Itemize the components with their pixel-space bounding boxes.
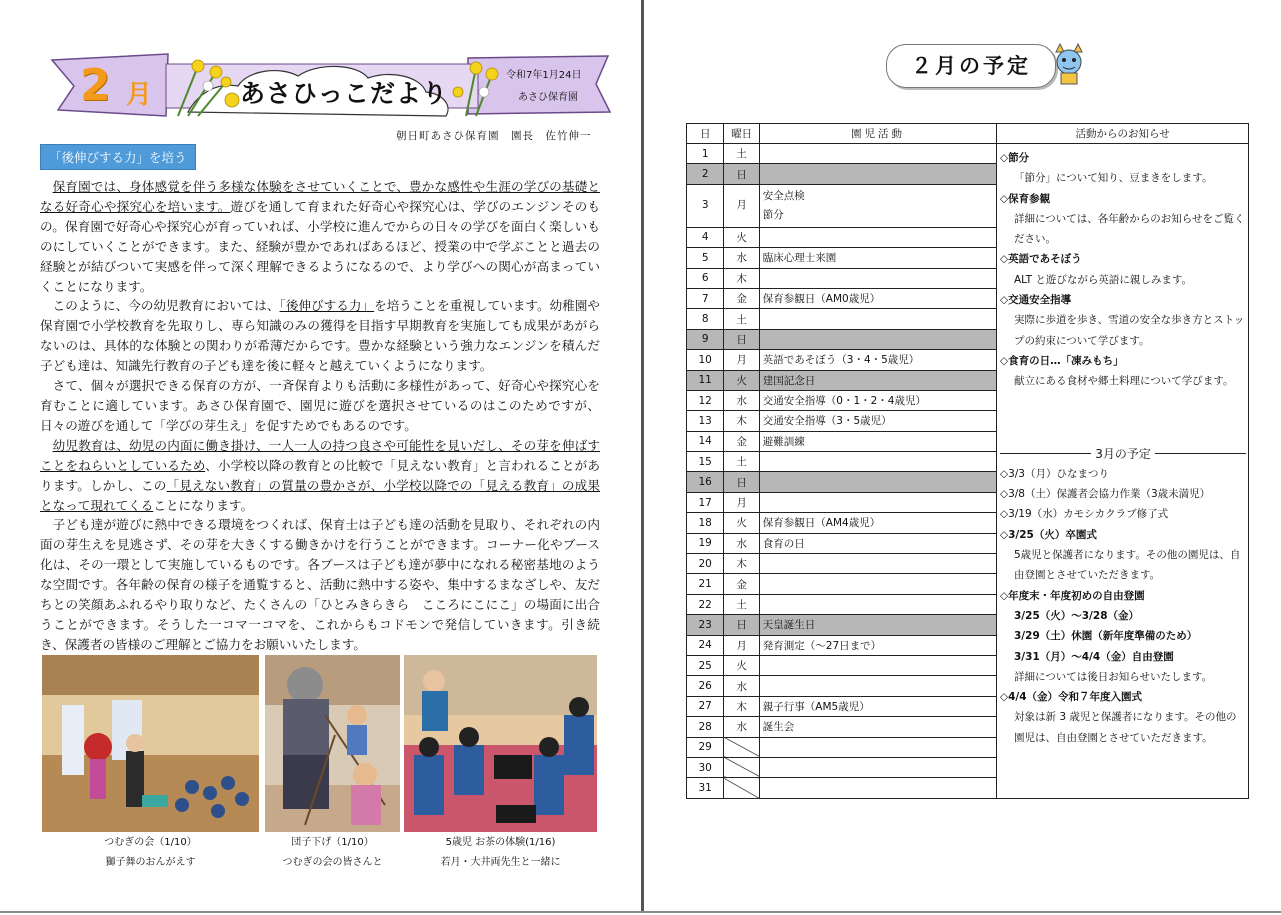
weekday-cell: 水 <box>724 533 759 553</box>
activity-cell <box>759 655 997 675</box>
weekday-cell: 月 <box>724 635 759 655</box>
notice-heading: ◇英語であそぼう <box>1000 253 1082 266</box>
notice-heading: ◇4/4（金）令和７年度入園式 <box>1000 691 1143 704</box>
day-cell: 3 <box>687 184 724 227</box>
paragraph-2: このように、今の幼児教育においては、「後伸びする力」を培うことを重視しています。幼稚園や保育園で小学校教育を先取りし、専ら知識のみの獲得を目指す早期教育を実施しても成果があがらないのは、具体的な体験との関わりが希薄だからです。豊かな経験という強力なエンジンを積んだ子ども達は、知識先行教育の子ども達を後に軽々と越えていくようになります。 <box>40 298 601 374</box>
activity-cell: 交通安全指導（3・5歳児） <box>759 411 997 431</box>
notice-text: 詳細については、各年齢からのお知らせをご覧ください。 <box>1014 212 1245 246</box>
weekday-cell: 水 <box>724 248 759 268</box>
weekday-cell: 月 <box>724 492 759 512</box>
activity-cell <box>759 574 997 594</box>
caption-dango: 団子下げ（1/10） つむぎの会の皆さんと <box>282 837 383 868</box>
notice-text: 5歳児と保護者になります。その他の園児は、自由登園とさせていただきます。 <box>1014 549 1241 582</box>
notice-text: 3/29（土）休園（新年度準備のため） <box>1014 630 1198 643</box>
issue-date: 令和7年1月24日 <box>506 70 582 81</box>
day-cell: 11 <box>687 370 724 390</box>
col-weekday: 曜日 <box>724 124 759 144</box>
day-cell: 26 <box>687 676 724 696</box>
day-cell: 31 <box>687 778 724 798</box>
weekday-cell: 火 <box>724 513 759 533</box>
notice-text: ◇3/3（月）ひなまつり <box>1000 467 1109 480</box>
day-cell: 25 <box>687 655 724 675</box>
day-cell: 8 <box>687 309 724 329</box>
activity-cell: 英語であそぼう（3・4・5歳児） <box>759 350 997 370</box>
day-cell: 29 <box>687 737 724 757</box>
day-cell: 17 <box>687 492 724 512</box>
activity-cell <box>759 268 997 288</box>
activity-cell <box>759 737 997 757</box>
activity-cell <box>759 227 997 247</box>
paragraph-3: さて、個々が選択できる保育の方が、一斉保育よりも活動に多様性があって、好奇心や探究心を育むことに適しています。あさひ保育園で、園児に遊びを選択させているのはこのためですが、日々の遊びを通して「学びの芽生え」を促すためでもあるのです。 <box>40 378 600 433</box>
weekday-cell: 木 <box>724 411 759 431</box>
day-cell: 21 <box>687 574 724 594</box>
activity-cell: 保育参観日（AM0歳児） <box>759 288 997 308</box>
notice-text: 3/31（月）～4/4（金）自由登園 <box>1014 650 1174 663</box>
activity-cell: 避難訓練 <box>759 431 997 451</box>
activity-cell: 建国記念日 <box>759 370 997 390</box>
weekday-cell <box>724 737 759 757</box>
bottom-edge <box>0 911 1281 913</box>
activity-cell <box>759 676 997 696</box>
february-notices <box>1000 148 1246 392</box>
notice-text: 対象は新 3 歳児と保護者になります。その他の園児は、自由登園とさせていただきます。 <box>1014 711 1237 744</box>
col-activity: 園児活動 <box>759 124 997 144</box>
month-number: 2 <box>80 60 109 111</box>
weekday-cell: 金 <box>724 288 759 308</box>
day-cell: 13 <box>687 411 724 431</box>
activity-cell: 誕生会 <box>759 717 997 737</box>
activity-cell: 臨床心理士来園 <box>759 248 997 268</box>
weekday-cell: 木 <box>724 696 759 716</box>
day-cell: 15 <box>687 452 724 472</box>
paragraph-5: 子ども達が遊びに熱中できる環境をつくれば、保育士は子ども達の活動を見取り、それぞれの内面の芽生えを見逃さず、その芽を大きくする働きかけを行うことができます。コーナー化やブース化は、その一環として実施しているものです。各ブースは子ども達が夢中になれる秘密基地のような空間です。各年齢の保育の様子を通覧すると、活動に熱中する姿や、集中するまなざしや、友だちとの笑顔あふれるやり取りなど、たくさんの「ひとみきらきら こころにこにこ」の場面に出合うことができます。そうした一コマ一コマを、これからもコドモンで発信していきます。引き続き、保護者の皆様のご理解とご協力をお願いいたします。 <box>40 517 600 652</box>
day-cell: 22 <box>687 594 724 614</box>
day-cell: 1 <box>687 144 724 164</box>
day-cell: 7 <box>687 288 724 308</box>
activity-cell: 親子行事（AM5歳児） <box>759 696 997 716</box>
notice-heading: ◇保育参観 <box>1000 192 1051 205</box>
day-cell: 28 <box>687 717 724 737</box>
weekday-cell: 木 <box>724 554 759 574</box>
article-body <box>40 177 600 655</box>
weekday-cell: 土 <box>724 594 759 614</box>
activity-cell <box>759 594 997 614</box>
activity-cell <box>759 472 997 492</box>
day-cell: 18 <box>687 513 724 533</box>
activity-cell <box>759 554 997 574</box>
day-cell: 20 <box>687 554 724 574</box>
activity-cell <box>759 452 997 472</box>
weekday-cell: 土 <box>724 452 759 472</box>
march-notices <box>1000 464 1246 748</box>
weekday-cell: 月 <box>724 350 759 370</box>
day-cell: 14 <box>687 431 724 451</box>
day-cell: 10 <box>687 350 724 370</box>
notice-text: 3/25（火）～3/28（金） <box>1014 609 1140 622</box>
day-cell: 2 <box>687 164 724 184</box>
organization-name: あさひ保育園 <box>518 92 578 103</box>
day-cell: 12 <box>687 390 724 410</box>
day-cell: 16 <box>687 472 724 492</box>
weekday-cell: 木 <box>724 268 759 288</box>
weekday-cell <box>724 757 759 777</box>
activity-cell <box>759 757 997 777</box>
notice-heading: ◇食育の日…「凍みもち」 <box>1000 354 1124 367</box>
day-cell: 19 <box>687 533 724 553</box>
day-cell: 6 <box>687 268 724 288</box>
march-heading: 3月の予定 <box>1000 444 1246 464</box>
paragraph-4: 幼児教育は、幼児の内面に働き掛け、一人一人の持つ良さや可能性を見いだし、その芽を伸ばすことをねらいとしているため、小学校以降の教育との比較で「見えない教育」と言われることがあります。しかし、この「見えない教育」の質量の豊かさが、小学校以降での「見える教育」の成果となって現れてくることになります。 <box>40 437 601 513</box>
weekday-cell: 水 <box>724 717 759 737</box>
activity-cell <box>759 164 997 184</box>
activity-cell: 交通安全指導（0・1・2・4歳児） <box>759 390 997 410</box>
schedule-header-row <box>687 124 1249 144</box>
section-heading: 「後伸びする力」を培う <box>40 144 196 170</box>
weekday-cell: 火 <box>724 370 759 390</box>
weekday-cell <box>724 778 759 798</box>
weekday-cell: 火 <box>724 655 759 675</box>
author-line: 朝日町あさひ保育園 園長 佐竹伸一 <box>396 130 592 142</box>
newsletter-title: あさひっこだより <box>240 79 449 108</box>
photo-tea-ceremony <box>404 655 597 832</box>
weekday-cell: 金 <box>724 574 759 594</box>
weekday-cell: 水 <box>724 390 759 410</box>
activity-cell: 保育参観日（AM4歳児） <box>759 513 997 533</box>
day-cell: 30 <box>687 757 724 777</box>
notice-text: 実際に歩道を歩き、雪道の安全な歩き方とストップの約束について学びます。 <box>1014 314 1245 347</box>
weekday-cell: 火 <box>724 227 759 247</box>
weekday-cell: 土 <box>724 309 759 329</box>
weekday-cell: 日 <box>724 329 759 349</box>
notice-text: 「節分」について知り、豆まきをします。 <box>1014 172 1213 185</box>
notice-text: ◇3/19（水）カモシカクラブ修了式 <box>1000 508 1169 521</box>
notice-heading: ◇3/25（火）卒園式 <box>1000 528 1097 541</box>
weekday-cell: 水 <box>724 676 759 696</box>
activity-cell: 食育の日 <box>759 533 997 553</box>
weekday-cell: 日 <box>724 164 759 184</box>
day-cell: 9 <box>687 329 724 349</box>
day-cell: 23 <box>687 615 724 635</box>
activity-cell <box>759 329 997 349</box>
weekday-cell: 日 <box>724 615 759 635</box>
notice-text: ◇3/8（土）保護者会協力作業（3歳未満児） <box>1000 488 1211 501</box>
weekday-cell: 月 <box>724 184 759 227</box>
caption-lion-dance: つむぎの会（1/10） 獅子舞のおんがえす <box>104 837 197 868</box>
activity-cell <box>759 144 997 164</box>
activity-cell: 天皇誕生日 <box>759 615 997 635</box>
day-cell: 5 <box>687 248 724 268</box>
notice-heading: ◇節分 <box>1000 152 1030 164</box>
activity-cell <box>759 309 997 329</box>
day-cell: 4 <box>687 227 724 247</box>
photo-dango-sagari <box>265 655 400 832</box>
caption-tea: 5歳児 お茶の体験(1/16) 若月・大井両先生と一緒に <box>440 837 561 868</box>
paragraph-1: 保育園では、身体感覚を伴う多様な体験をさせていくことで、豊かな感性や生涯の学びの基礎となる好奇心や探究心を培います。遊びを通して育まれた好奇心や探究心は、学びのエンジンそのもの。保育園で好奇心や探究心が育っていれば、小学校に進んでからの日々の学びを面白く楽しいものにしていくことができます。また、経験が豊かであればあるほど、授業の中で学ぶことと過去の経験とが結びついて実感を伴って深く理解できるようになるので、より学びへの関心が高まっていくことになります。 <box>40 179 600 294</box>
notice-heading: ◇年度末・年度初めの自由登園 <box>1000 589 1145 602</box>
col-day: 日 <box>687 124 724 144</box>
day-cell: 24 <box>687 635 724 655</box>
newsletter-banner <box>48 52 614 122</box>
activity-cell: 安全点検 節分 <box>759 184 997 227</box>
notice-heading: ◇交通安全指導 <box>1000 294 1072 307</box>
notices-column <box>1000 148 1246 748</box>
notice-text: 詳細については後日お知らせいたします。 <box>1014 670 1213 683</box>
weekday-cell: 日 <box>724 472 759 492</box>
notice-text: 献立にある食材や郷土料理について学びます。 <box>1014 375 1234 388</box>
activity-cell: 発育測定（～27日まで） <box>759 635 997 655</box>
col-notice: 活動からのお知らせ <box>997 124 1249 144</box>
oni-mascot-icon <box>1048 42 1090 88</box>
day-cell: 27 <box>687 696 724 716</box>
weekday-cell: 金 <box>724 431 759 451</box>
activity-cell <box>759 492 997 512</box>
month-label: 月 <box>126 80 153 110</box>
schedule-title: ２月の予定 <box>886 44 1056 88</box>
weekday-cell: 土 <box>724 144 759 164</box>
photo-lion-dance <box>42 655 259 832</box>
notice-text: ALT と遊びながら英語に親しみます。 <box>1014 273 1192 286</box>
activity-cell <box>759 778 997 798</box>
